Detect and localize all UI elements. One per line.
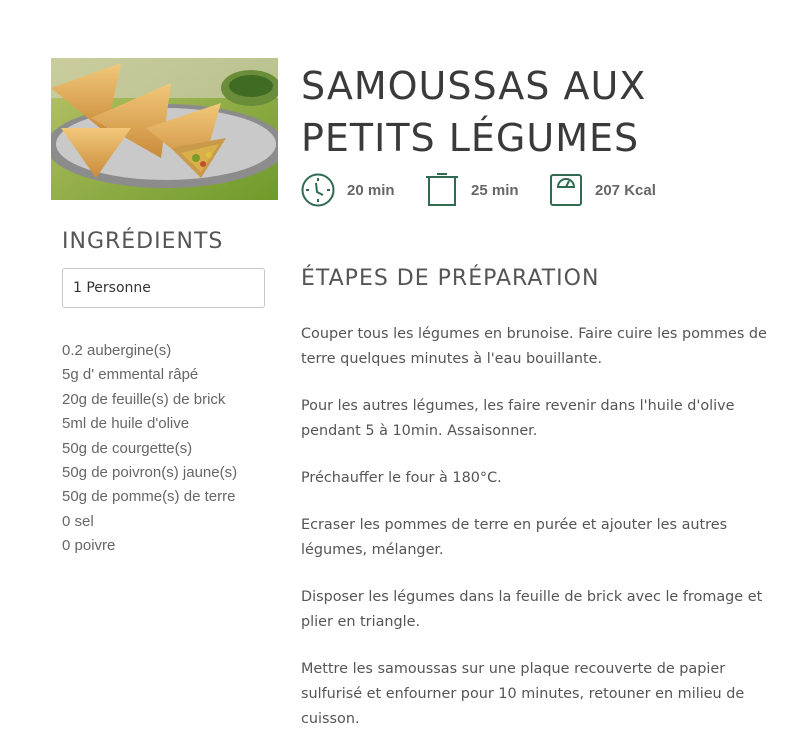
persons-field[interactable]: [62, 268, 265, 308]
ingredient-item: 0 sel: [62, 512, 94, 530]
samoussas-image: [51, 58, 278, 200]
recipe-title-line2: PETITS LÉGUMES: [301, 116, 640, 160]
ingredients-heading: INGRÉDIENTS: [62, 229, 224, 254]
scale-icon: [549, 173, 583, 207]
ingredients-list: [62, 339, 237, 559]
step-item: Ecraser les pommes de terre en purée et ajouter les autres légumes, mélanger.: [301, 517, 728, 558]
cook-time: [425, 172, 519, 208]
prep-time-value: 20 min: [347, 181, 395, 199]
ingredient-item: 5g d' emmental râpé: [62, 366, 199, 384]
step-item: Disposer les légumes dans la feuille de brick avec le fromage et plier en triangle.: [301, 589, 763, 630]
step-item: Couper tous les légumes en brunoise. Faire cuire les pommes de terre quelques minutes à l'eau bouillante.: [301, 326, 767, 367]
ingredient-item: 50g de pomme(s) de terre: [62, 488, 236, 506]
ingredient-item: 0 poivre: [62, 537, 116, 555]
recipe-title-line1: SAMOUSSAS AUX: [301, 64, 647, 108]
steps-list: [301, 322, 776, 754]
recipe-title: [301, 60, 781, 164]
calories: [549, 172, 656, 208]
steps-heading: ÉTAPES DE PRÉPARATION: [301, 266, 600, 291]
step-item: Mettre les samoussas sur une plaque recouverte de papier sulfurisé et enfourner pour 10 minutes, retouner en milieu de cuisson.: [301, 661, 745, 727]
ingredient-item: 50g de poivron(s) jaune(s): [62, 463, 238, 481]
calories-value: 207 Kcal: [595, 181, 656, 199]
pot-icon: [425, 173, 459, 207]
cook-time-value: 25 min: [471, 181, 519, 199]
ingredient-item: 5ml de huile d'olive: [62, 415, 190, 433]
step-item: Préchauffer le four à 180°C.: [301, 470, 502, 486]
step-item: Pour les autres légumes, les faire revenir dans l'huile d'olive pendant 5 à 10min. Assaisonner.: [301, 398, 735, 439]
ingredient-item: 20g de feuille(s) de brick: [62, 390, 226, 408]
clock-icon: [301, 173, 335, 207]
ingredient-item: 0.2 aubergine(s): [62, 342, 172, 359]
ingredient-item: 50g de courgette(s): [62, 439, 193, 457]
recipe-photo: [51, 58, 278, 200]
prep-time: [301, 172, 395, 208]
